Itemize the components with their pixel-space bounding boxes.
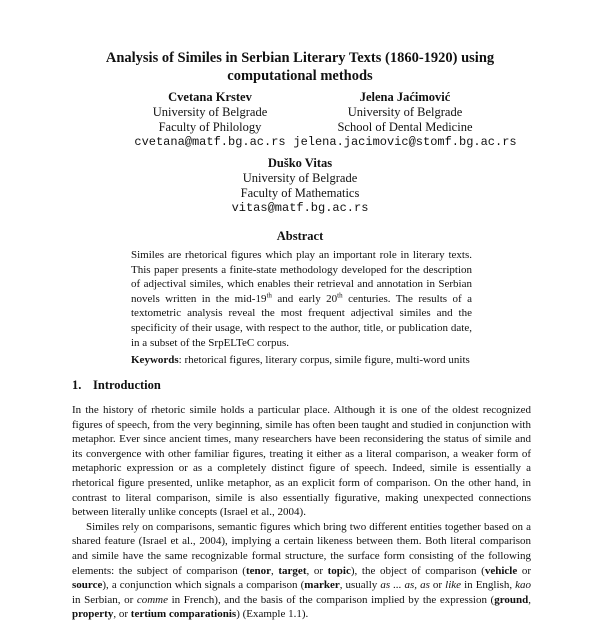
author-name: Jelena Jaćimović [359,90,451,104]
section-number: 1. [72,378,82,392]
author-name: Duško Vitas [267,156,333,170]
keywords: Keywords: rhetorical figures, literary corpus, simile figure, multi-word units [131,354,470,367]
author-affiliation: University of Belgrade [347,105,463,119]
author-affiliation: University of Belgrade [242,171,358,185]
abstract [131,248,472,368]
author-email: jelena.jacimovic@stomf.bg.ac.rs [293,135,517,149]
author-block [260,90,550,150]
author-email: cvetana@matf.bg.ac.rs [134,135,286,149]
author-affiliation: Faculty of Mathematics [240,186,360,200]
paragraph: Similes rely on comparisons, semantic figures which bring two different entities together based on a shared feature (Israel et al., 2004), implying a certain likeness between them. Both literal comparison and simile have the same recognizable formal structure, the surface form consisting of the following elements: the subject of comparison (tenor, target, or topic), the object of comparison (vehicle or source), a conjunction which signals a comparison (marker, usually as ... as, as or like in English, kao in Serbian, or comme in French), and the basis of the comparison implied by the expression (ground, property, or tertium comparationis) (Example 1.1). [72,520,532,621]
abstract-text: Similes are rhetorical figures which play an important role in literary texts. This paper presents a finite-state methodology developed for the description of adjectival similes, which enables their retrieval and annotation in Serbian novels written in the mid-19th and early 20th centuries. The results of a textometric analysis reveal the most frequent adjectival similes and the specificity of their usage, with respect to the author, title, or publication date, in a subset of the SrpELTeC corpus. [131,249,472,349]
section-heading [72,378,161,393]
abstract-heading: Abstract [276,229,324,243]
author-block [180,156,420,216]
author-name: Cvetana Krstev [168,90,252,104]
body-text [72,403,531,622]
paper-title: Analysis of Similes in Serbian Literary Texts (1860-1920) using computational methods [105,50,495,84]
section-title: Introduction [93,378,161,392]
author-affiliation: School of Dental Medicine [337,120,473,134]
author-affiliation: Faculty of Philology [158,120,262,134]
author-affiliation: University of Belgrade [152,105,268,119]
paragraph: In the history of rhetoric simile holds a particular place. Although it is one of the oldest recognized figures of speech, from the very beginning, simile has often been taught and studied in conjunction with metaphor. Ever since ancient times, many researchers have been reconsidering the status of simile and its convergence with other familiar figures, treating it either as a literal comparison, a weaker form of metaphoric expression or as a completely distinct figure of speech. Indeed, simile is essentially a rhetorical figure presented, unlike metaphor, as an explicit form of comparison. On the other hand, in contrast to literal comparison, simile is also essentially figurative, making unexpected connections between literally unlike concepts (Israel et al., 2004). [72,404,531,519]
author-email: vitas@matf.bg.ac.rs [231,201,369,215]
